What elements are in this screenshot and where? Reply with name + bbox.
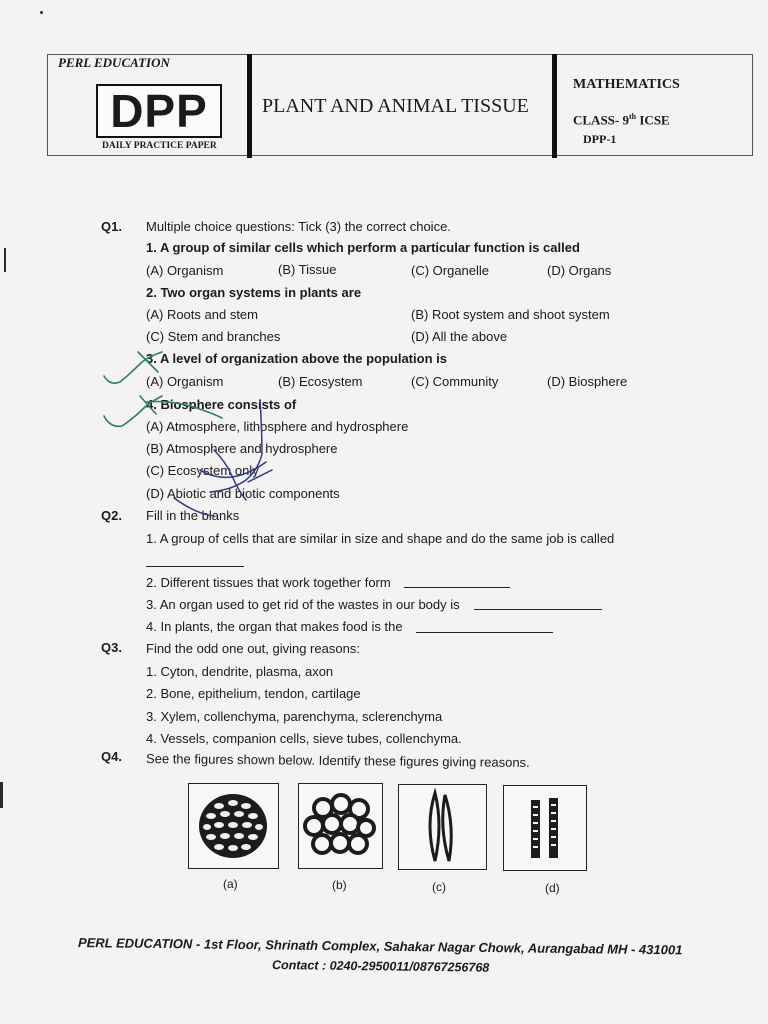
page-title: PLANT AND ANIMAL TISSUE bbox=[262, 95, 529, 117]
mcq-option: (D) Organs bbox=[547, 263, 612, 278]
mcq-option: (B) Tissue bbox=[278, 262, 337, 277]
subject-label: MATHEMATICS bbox=[573, 77, 680, 92]
figure-d-xylem-vessels bbox=[503, 785, 587, 871]
footer-contact: Contact : 0240-2950011/08767256768 bbox=[271, 958, 490, 975]
scan-edge-mark bbox=[4, 248, 6, 272]
answer-blank bbox=[404, 577, 510, 588]
dpp-logo: DPP bbox=[96, 84, 222, 138]
answer-blank bbox=[146, 556, 244, 567]
mcq-option: (D) Abiotic and biotic components bbox=[146, 486, 340, 501]
class-label: CLASS- 9th ICSE bbox=[573, 112, 670, 128]
question-number: Q2. bbox=[101, 508, 122, 523]
mcq-option: (A) Atmosphere, lithosphere and hydrosphere bbox=[146, 419, 409, 434]
brand-name: PERL EDUCATION bbox=[58, 55, 170, 70]
fill-blank-item: 4. In plants, the organ that makes food is the bbox=[146, 619, 403, 634]
figure-b-collenchyma bbox=[298, 783, 383, 869]
mcq-stem: 1. A group of similar cells which perform a particular function is called bbox=[146, 240, 580, 255]
mcq-stem: 2. Two organ systems in plants are bbox=[146, 285, 362, 300]
figure-c-sclerenchyma bbox=[398, 784, 487, 870]
figure-label: (a) bbox=[223, 877, 238, 891]
fill-blank-item: 3. An organ used to get rid of the wastes in our body is bbox=[146, 597, 460, 612]
question-number: Q4. bbox=[101, 749, 122, 764]
answer-blank bbox=[474, 599, 602, 610]
question-instruction: See the figures shown below. Identify these figures giving reasons. bbox=[145, 751, 530, 771]
figure-a-parenchyma bbox=[188, 783, 279, 869]
mcq-option: (D) Biosphere bbox=[547, 374, 628, 389]
mcq-option: (B) Ecosystem bbox=[278, 374, 363, 389]
scan-edge-mark bbox=[0, 782, 3, 808]
question-number: Q3. bbox=[101, 640, 122, 655]
dpp-subtitle: DAILY PRACTICE PAPER bbox=[102, 141, 217, 151]
mcq-stem: 3. A level of organization above the population is bbox=[146, 351, 447, 366]
fill-blank-item: 1. A group of cells that are similar in size and shape and do the same job is called bbox=[146, 531, 615, 546]
mcq-option: (C) Ecosystem only bbox=[146, 463, 259, 478]
fill-blank-item: 2. Different tissues that work together form bbox=[146, 575, 391, 590]
footer-address: PERL EDUCATION - 1st Floor, Shrinath Complex, Sahakar Nagar Chowk, Aurangabad MH - 431001 bbox=[77, 935, 683, 958]
answer-blank bbox=[416, 622, 553, 633]
mcq-option: (A) Organism bbox=[146, 263, 224, 278]
mcq-option: (C) Stem and branches bbox=[146, 329, 281, 344]
paper-number: DPP-1 bbox=[583, 132, 617, 146]
mcq-option: (D) All the above bbox=[411, 329, 508, 344]
mcq-stem: 4. Biosphere consists of bbox=[146, 397, 297, 412]
odd-one-item: 3. Xylem, collenchyma, parenchyma, sclerenchyma bbox=[146, 709, 443, 724]
mcq-option: (A) Roots and stem bbox=[146, 307, 258, 322]
mcq-option: (A) Organism bbox=[146, 374, 224, 389]
mcq-option: (C) Organelle bbox=[411, 263, 490, 278]
question-instruction: Fill in the blanks bbox=[146, 508, 240, 523]
header-divider bbox=[247, 54, 252, 158]
mcq-option: (C) Community bbox=[411, 374, 499, 389]
header-divider bbox=[552, 54, 557, 158]
figure-label: (b) bbox=[332, 878, 347, 892]
figure-label: (d) bbox=[545, 881, 560, 895]
odd-one-item: 2. Bone, epithelium, tendon, cartilage bbox=[146, 686, 361, 701]
figure-label: (c) bbox=[432, 880, 446, 894]
question-instruction: Multiple choice questions: Tick (3) the correct choice. bbox=[146, 219, 451, 234]
mcq-option: (B) Root system and shoot system bbox=[411, 307, 610, 322]
scan-dot bbox=[40, 11, 43, 14]
mcq-option: (B) Atmosphere and hydrosphere bbox=[146, 441, 338, 456]
odd-one-item: 1. Cyton, dendrite, plasma, axon bbox=[146, 664, 334, 679]
question-number: Q1. bbox=[101, 219, 122, 234]
question-instruction: Find the odd one out, giving reasons: bbox=[146, 641, 360, 656]
odd-one-item: 4. Vessels, companion cells, sieve tubes, collenchyma. bbox=[146, 731, 462, 746]
